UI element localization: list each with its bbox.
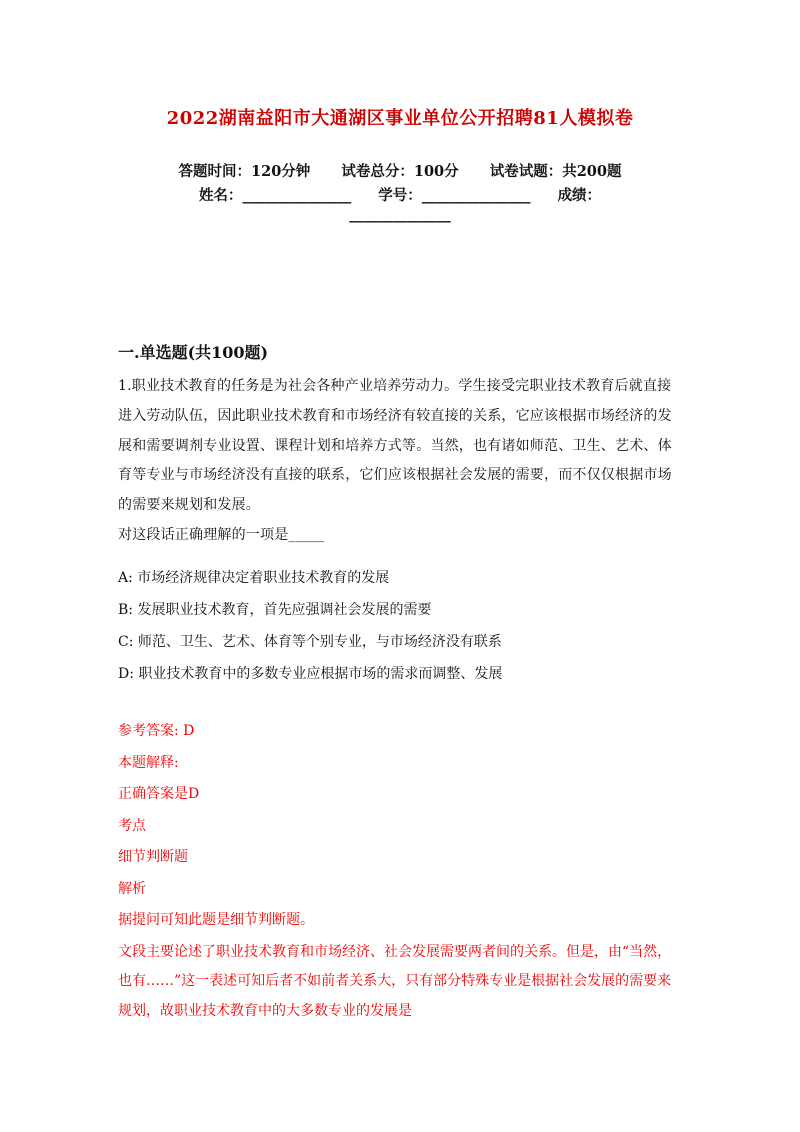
exam-meta xyxy=(0,160,800,181)
student-id-label: 学号： xyxy=(378,187,422,204)
correct-answer: 正确答案是D xyxy=(118,786,200,802)
jiexi-paragraph: 文段主要论述了职业技术教育和市场经济、社会发展需要两者间的关系。但是，由“当然，也有……”这一表述可知后者不如前者关系大，只有部分特殊专业是根据社会发展的需要来规划，故职业技术教育中的大多数专业的发展是 xyxy=(118,943,672,1019)
section-title: 一.单选题(共100题) xyxy=(118,343,269,362)
option-d: D: 职业技术教育中的多数专业应根据市场的需求而调整、发展 xyxy=(118,666,503,682)
jiexi-line1: 据提问可知此题是细节判断题。 xyxy=(118,912,314,928)
score-label: 成绩： xyxy=(557,187,602,204)
question-stem: 1.职业技术教育的任务是为社会各种产业培养劳动力。学生接受完职业技术教育后就直接进入劳动队伍，因此职业技术教育和市场经济有较直接的关系，它应该根据市场经济的发展和需要调剂专业设置、课程计划和培养方式等。当然，也有诸如师范、卫生、艺术、体育等专业与市场经济没有直接的联系，它们应该根据社会发展的需要，而不仅仅根据市场的需要来规划和发展。 xyxy=(118,378,672,514)
reference-answer: 参考答案: D xyxy=(118,723,195,739)
answer-section xyxy=(118,716,678,1026)
exam-title: 2022湖南益阳市大通湖区事业单位公开招聘81人模拟卷 xyxy=(166,108,634,129)
option-list xyxy=(118,562,688,690)
student-info xyxy=(0,184,800,205)
kaodian-label: 考点 xyxy=(118,817,146,834)
jiexi-label: 解析 xyxy=(118,880,146,897)
student-id-blank: _______________ xyxy=(421,187,531,204)
option-b: B: 发展职业技术教育，首先应强调社会发展的需要 xyxy=(118,602,432,618)
option-c: C: 师范、卫生、艺术、体育等个别专业，与市场经济没有联系 xyxy=(118,634,502,650)
question-prompt: 对这段话正确理解的一项是_____ xyxy=(118,526,325,543)
total-score: 试卷总分：100分 xyxy=(341,163,459,180)
explanation-label: 本题解释: xyxy=(118,754,179,771)
question-count: 试卷试题：共200题 xyxy=(489,163,622,180)
name-label: 姓名： xyxy=(198,187,243,204)
option-a: A: 市场经济规律决定着职业技术教育的发展 xyxy=(118,570,390,586)
name-blank: _______________ xyxy=(242,187,352,204)
question-1 xyxy=(118,372,678,551)
score-blank-line xyxy=(0,206,800,223)
exam-time: 答题时间：120分钟 xyxy=(178,163,311,180)
kaodian-value: 细节判断题 xyxy=(118,849,188,865)
score-blank: ______________ xyxy=(349,206,451,223)
